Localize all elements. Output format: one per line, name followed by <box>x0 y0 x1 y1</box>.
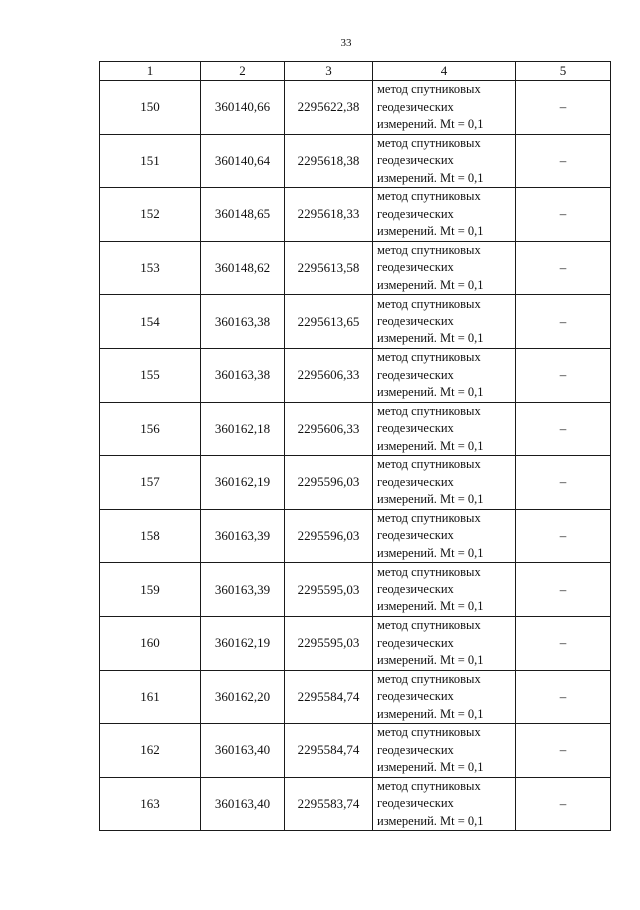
point-number-cell: 155 <box>100 348 201 402</box>
x-coordinate-cell: 360140,66 <box>201 81 285 135</box>
method-line: измерений. Mt = 0,1 <box>377 652 484 667</box>
y-coordinate-cell: 2295596,03 <box>285 509 373 563</box>
method-line: геодезических <box>377 474 454 489</box>
method-cell <box>373 777 516 831</box>
table-row <box>100 777 611 831</box>
note-cell: – <box>516 402 611 456</box>
y-coordinate-cell: 2295595,03 <box>285 616 373 670</box>
table-row <box>100 509 611 563</box>
method-line: геодезических <box>377 206 454 221</box>
method-line: измерений. Mt = 0,1 <box>377 331 484 346</box>
column-header-5: 5 <box>516 62 611 81</box>
method-line: геодезических <box>377 260 454 275</box>
method-line: метод спутниковых <box>377 618 481 633</box>
method-line: метод спутниковых <box>377 82 481 97</box>
point-number-cell: 151 <box>100 134 201 188</box>
method-line: геодезических <box>377 742 454 757</box>
point-number-cell: 150 <box>100 81 201 135</box>
method-line: измерений. Mt = 0,1 <box>377 438 484 453</box>
method-line: метод спутниковых <box>377 242 481 257</box>
method-line: метод спутниковых <box>377 457 481 472</box>
method-line: метод спутниковых <box>377 403 481 418</box>
method-line: метод спутниковых <box>377 725 481 740</box>
method-line: метод спутниковых <box>377 189 481 204</box>
note-cell: – <box>516 670 611 724</box>
method-line: геодезических <box>377 99 454 114</box>
table-row <box>100 456 611 510</box>
coordinates-table <box>99 61 611 831</box>
method-line: геодезических <box>377 153 454 168</box>
point-number-cell: 153 <box>100 241 201 295</box>
method-line: геодезических <box>377 635 454 650</box>
method-cell <box>373 402 516 456</box>
x-coordinate-cell: 360148,65 <box>201 188 285 242</box>
note-cell: – <box>516 724 611 778</box>
y-coordinate-cell: 2295584,74 <box>285 670 373 724</box>
note-cell: – <box>516 616 611 670</box>
method-line: измерений. Mt = 0,1 <box>377 813 484 828</box>
method-line: измерений. Mt = 0,1 <box>377 545 484 560</box>
y-coordinate-cell: 2295606,33 <box>285 402 373 456</box>
note-cell: – <box>516 563 611 617</box>
column-header-3: 3 <box>285 62 373 81</box>
y-coordinate-cell: 2295584,74 <box>285 724 373 778</box>
table-row <box>100 348 611 402</box>
method-line: геодезических <box>377 421 454 436</box>
method-cell <box>373 456 516 510</box>
y-coordinate-cell: 2295595,03 <box>285 563 373 617</box>
point-number-cell: 163 <box>100 777 201 831</box>
method-line: геодезических <box>377 581 454 596</box>
point-number-cell: 159 <box>100 563 201 617</box>
point-number-cell: 152 <box>100 188 201 242</box>
method-line: метод спутниковых <box>377 350 481 365</box>
x-coordinate-cell: 360163,38 <box>201 348 285 402</box>
method-line: метод спутниковых <box>377 778 481 793</box>
method-line: измерений. Mt = 0,1 <box>377 599 484 614</box>
column-header-4: 4 <box>373 62 516 81</box>
method-line: геодезических <box>377 528 454 543</box>
table-row <box>100 402 611 456</box>
y-coordinate-cell: 2295596,03 <box>285 456 373 510</box>
y-coordinate-cell: 2295618,38 <box>285 134 373 188</box>
note-cell: – <box>516 509 611 563</box>
method-cell <box>373 241 516 295</box>
table-row <box>100 134 611 188</box>
method-cell <box>373 563 516 617</box>
table-row <box>100 670 611 724</box>
method-line: геодезических <box>377 313 454 328</box>
method-line: измерений. Mt = 0,1 <box>377 760 484 775</box>
point-number-cell: 154 <box>100 295 201 349</box>
method-line: измерений. Mt = 0,1 <box>377 224 484 239</box>
x-coordinate-cell: 360162,19 <box>201 616 285 670</box>
y-coordinate-cell: 2295583,74 <box>285 777 373 831</box>
note-cell: – <box>516 134 611 188</box>
table-row <box>100 241 611 295</box>
x-coordinate-cell: 360162,20 <box>201 670 285 724</box>
x-coordinate-cell: 360162,19 <box>201 456 285 510</box>
method-line: измерений. Mt = 0,1 <box>377 277 484 292</box>
note-cell: – <box>516 241 611 295</box>
method-line: измерений. Mt = 0,1 <box>377 384 484 399</box>
y-coordinate-cell: 2295618,33 <box>285 188 373 242</box>
note-cell: – <box>516 295 611 349</box>
method-cell <box>373 295 516 349</box>
table-row <box>100 295 611 349</box>
method-line: геодезических <box>377 689 454 704</box>
page-number: 33 <box>340 37 352 49</box>
method-cell <box>373 348 516 402</box>
note-cell: – <box>516 348 611 402</box>
method-cell <box>373 188 516 242</box>
point-number-cell: 157 <box>100 456 201 510</box>
point-number-cell: 156 <box>100 402 201 456</box>
column-header-1: 1 <box>100 62 201 81</box>
note-cell: – <box>516 456 611 510</box>
x-coordinate-cell: 360148,62 <box>201 241 285 295</box>
x-coordinate-cell: 360162,18 <box>201 402 285 456</box>
method-cell <box>373 670 516 724</box>
header-row <box>100 62 611 81</box>
point-number-cell: 162 <box>100 724 201 778</box>
method-line: геодезических <box>377 796 454 811</box>
method-line: метод спутниковых <box>377 135 481 150</box>
method-line: метод спутниковых <box>377 671 481 686</box>
table-row <box>100 81 611 135</box>
x-coordinate-cell: 360140,64 <box>201 134 285 188</box>
x-coordinate-cell: 360163,40 <box>201 724 285 778</box>
method-line: геодезических <box>377 367 454 382</box>
table-row <box>100 188 611 242</box>
method-line: метод спутниковых <box>377 510 481 525</box>
note-cell: – <box>516 188 611 242</box>
x-coordinate-cell: 360163,39 <box>201 563 285 617</box>
point-number-cell: 158 <box>100 509 201 563</box>
y-coordinate-cell: 2295613,65 <box>285 295 373 349</box>
point-number-cell: 160 <box>100 616 201 670</box>
method-line: измерений. Mt = 0,1 <box>377 117 484 131</box>
method-cell <box>373 616 516 670</box>
x-coordinate-cell: 360163,39 <box>201 509 285 563</box>
method-cell <box>373 724 516 778</box>
y-coordinate-cell: 2295613,58 <box>285 241 373 295</box>
method-cell <box>373 134 516 188</box>
x-coordinate-cell: 360163,40 <box>201 777 285 831</box>
column-header-2: 2 <box>201 62 285 81</box>
method-line: измерений. Mt = 0,1 <box>377 492 484 507</box>
method-line: метод спутниковых <box>377 296 481 311</box>
y-coordinate-cell: 2295606,33 <box>285 348 373 402</box>
method-line: измерений. Mt = 0,1 <box>377 706 484 721</box>
method-cell <box>373 509 516 563</box>
note-cell: – <box>516 777 611 831</box>
method-cell <box>373 81 516 135</box>
method-line: метод спутниковых <box>377 564 481 579</box>
table-row <box>100 724 611 778</box>
point-number-cell: 161 <box>100 670 201 724</box>
table-row <box>100 616 611 670</box>
table-row <box>100 563 611 617</box>
x-coordinate-cell: 360163,38 <box>201 295 285 349</box>
y-coordinate-cell: 2295622,38 <box>285 81 373 135</box>
method-line: измерений. Mt = 0,1 <box>377 170 484 185</box>
note-cell: – <box>516 81 611 135</box>
table-body <box>100 81 611 831</box>
